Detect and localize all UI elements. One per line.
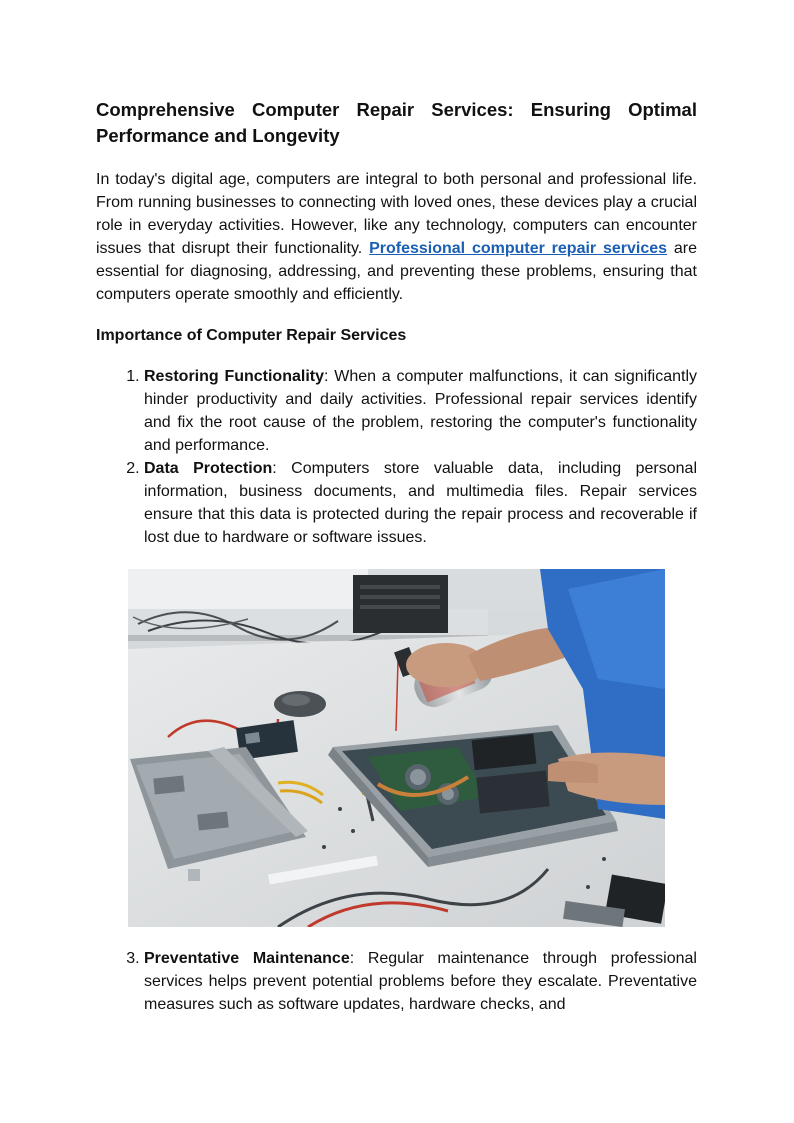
list-item-restoring-functionality	[144, 365, 697, 457]
list-item-data-protection	[144, 457, 697, 549]
professional-repair-link[interactable]: Professional computer repair services	[369, 240, 668, 257]
intro-text-before-link: In today's digital age, computers are integral to both personal and professional life. From running businesses to connecting with loved ones, these devices play a crucial role in everyday activities. However, like any technology, computers can encounter issues that disrupt their functionality.	[96, 171, 697, 257]
list-item-text: : Regular maintenance through professional services helps prevent potential problems before they escalate. Preventative measures such as software updates, hardware checks, and	[144, 950, 697, 1013]
list-item-term: Data Protection	[144, 460, 273, 477]
importance-list-continued	[96, 947, 697, 1016]
intro-text-after-link: are essential for diagnosing, addressing, and preventing these problems, ensuring that computers operate smoothly and efficiently.	[96, 240, 698, 303]
laptop-repair-illustration	[128, 569, 665, 927]
intro-paragraph	[96, 168, 697, 306]
document-title: Comprehensive Computer Repair Services: Ensuring Optimal Performance and Longevity	[96, 99, 697, 146]
document-page	[96, 97, 697, 1016]
list-item-preventative-maintenance	[144, 947, 697, 1016]
section-heading: Importance of Computer Repair Services	[96, 327, 407, 344]
list-item-term: Restoring Functionality	[144, 368, 324, 385]
list-item-term: Preventative Maintenance	[144, 950, 350, 967]
list-item-text: : When a computer malfunctions, it can significantly hinder productivity and daily activities. Professional repair services identify and fix the root cause of the problem, restoring the computer's functionality and performance.	[144, 368, 698, 454]
laptop-repair-photo	[128, 569, 665, 927]
list-item-text: : Computers store valuable data, including personal information, business documents, and multimedia files. Repair services ensure that this data is protected during the repair process and recoverable if lost due to hardware or software issues.	[144, 460, 698, 546]
importance-list	[96, 365, 697, 549]
